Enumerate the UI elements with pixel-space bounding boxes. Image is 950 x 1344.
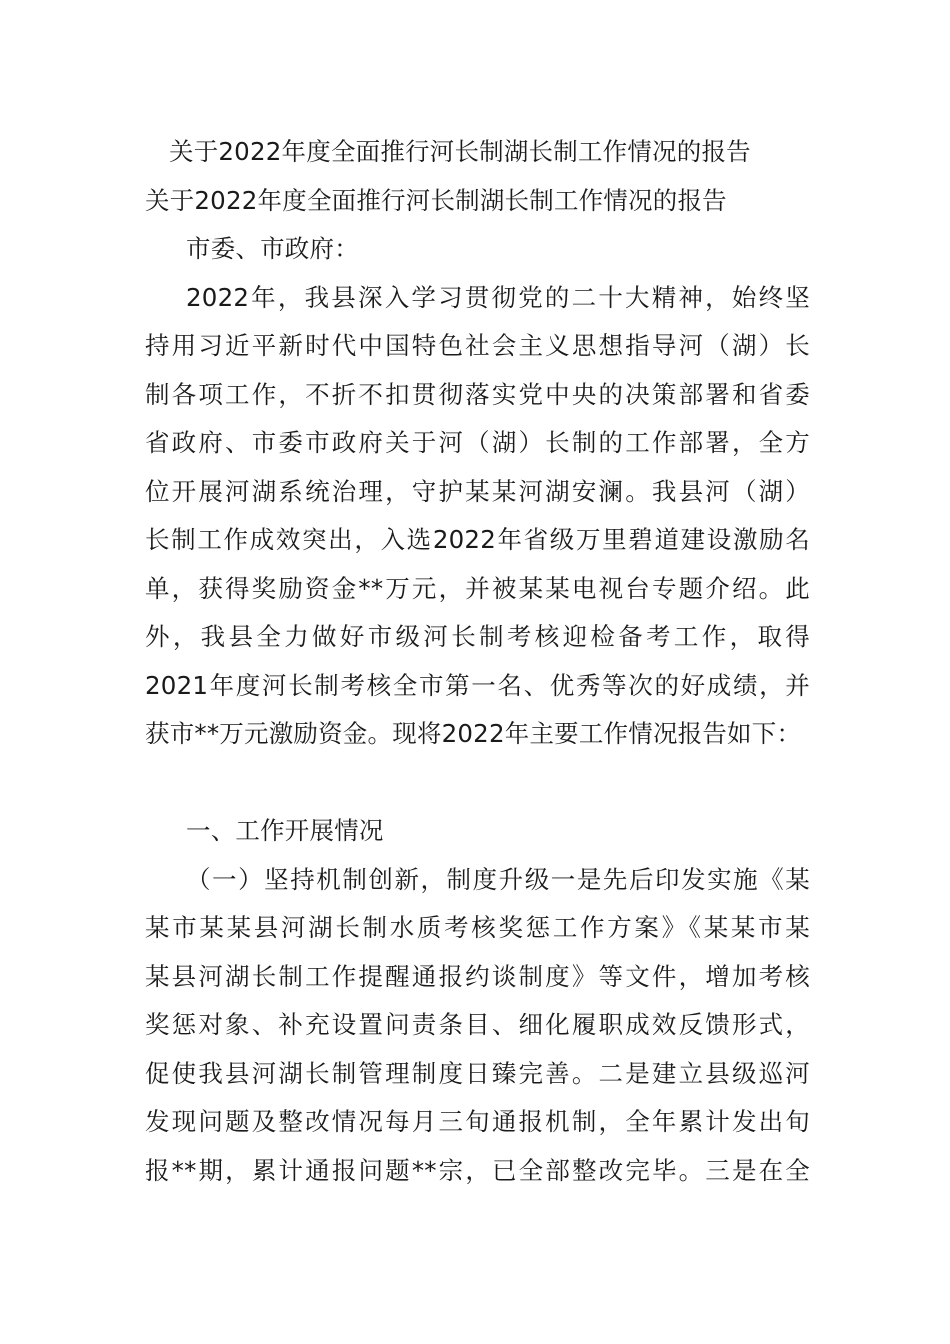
paragraph-line: 发现问题及整改情况每月三旬通报机制，全年累计发出旬 (145, 1107, 810, 1136)
paragraph-line: 报**期，累计通报问题**宗，已全部整改完毕。三是在全 (145, 1155, 810, 1185)
paragraph-line: 持用习近平新时代中国特色社会主义思想指导河（湖）长 (145, 331, 810, 360)
paragraph-line: 某市某某县河湖长制水质考核奖惩工作方案》《某某市某 (145, 913, 810, 942)
paragraph-line: 制各项工作，不折不扣贯彻落实党中央的决策部署和省委 (145, 379, 810, 409)
paragraph-line: 2021年度河长制考核全市第一名、优秀等次的好成绩，并 (145, 670, 810, 700)
paragraph-line: 长制工作成效突出，入选2022年省级万里碧道建设激励名 (145, 525, 810, 554)
paragraph-line: 促使我县河湖长制管理制度日臻完善。二是建立县级巡河 (145, 1058, 810, 1088)
paragraph-line: 奖惩对象、补充设置问责条目、细化履职成效反馈形式， (145, 1010, 810, 1039)
paragraph-line: 单，获得奖励资金**万元，并被某某电视台专题介绍。此 (145, 573, 810, 603)
document-body (145, 128, 810, 1195)
section-heading: 一、工作开展情况 (186, 816, 384, 845)
document-title: 关于2022年度全面推行河长制湖长制工作情况的报告 (169, 137, 751, 166)
paragraph-line: 位开展河湖系统治理，守护某某河湖安澜。我县河（湖） (145, 476, 810, 506)
salutation: 市委、市政府： (186, 234, 359, 263)
paragraph-line: 外，我县全力做好市级河长制考核迎检备考工作，取得 (145, 622, 810, 651)
paragraph-line: 某县河湖长制工作提醒通报约谈制度》等文件，增加考核 (145, 961, 810, 991)
blank-line (145, 759, 810, 808)
paragraph-line: 省政府、市委市政府关于河（湖）长制的工作部署，全方 (145, 428, 810, 457)
paragraph-line: 2022年，我县深入学习贯彻党的二十大精神，始终坚 (186, 282, 810, 312)
intro-paragraph (145, 274, 810, 759)
document-title-repeat: 关于2022年度全面推行河长制湖长制工作情况的报告 (145, 185, 727, 215)
paragraph-line: （一）坚持机制创新，制度升级一是先后印发实施《某 (186, 864, 810, 894)
paragraph-line: 获市**万元激励资金。现将2022年主要工作情况报告如下： (145, 719, 802, 748)
section-paragraph (145, 856, 810, 1196)
